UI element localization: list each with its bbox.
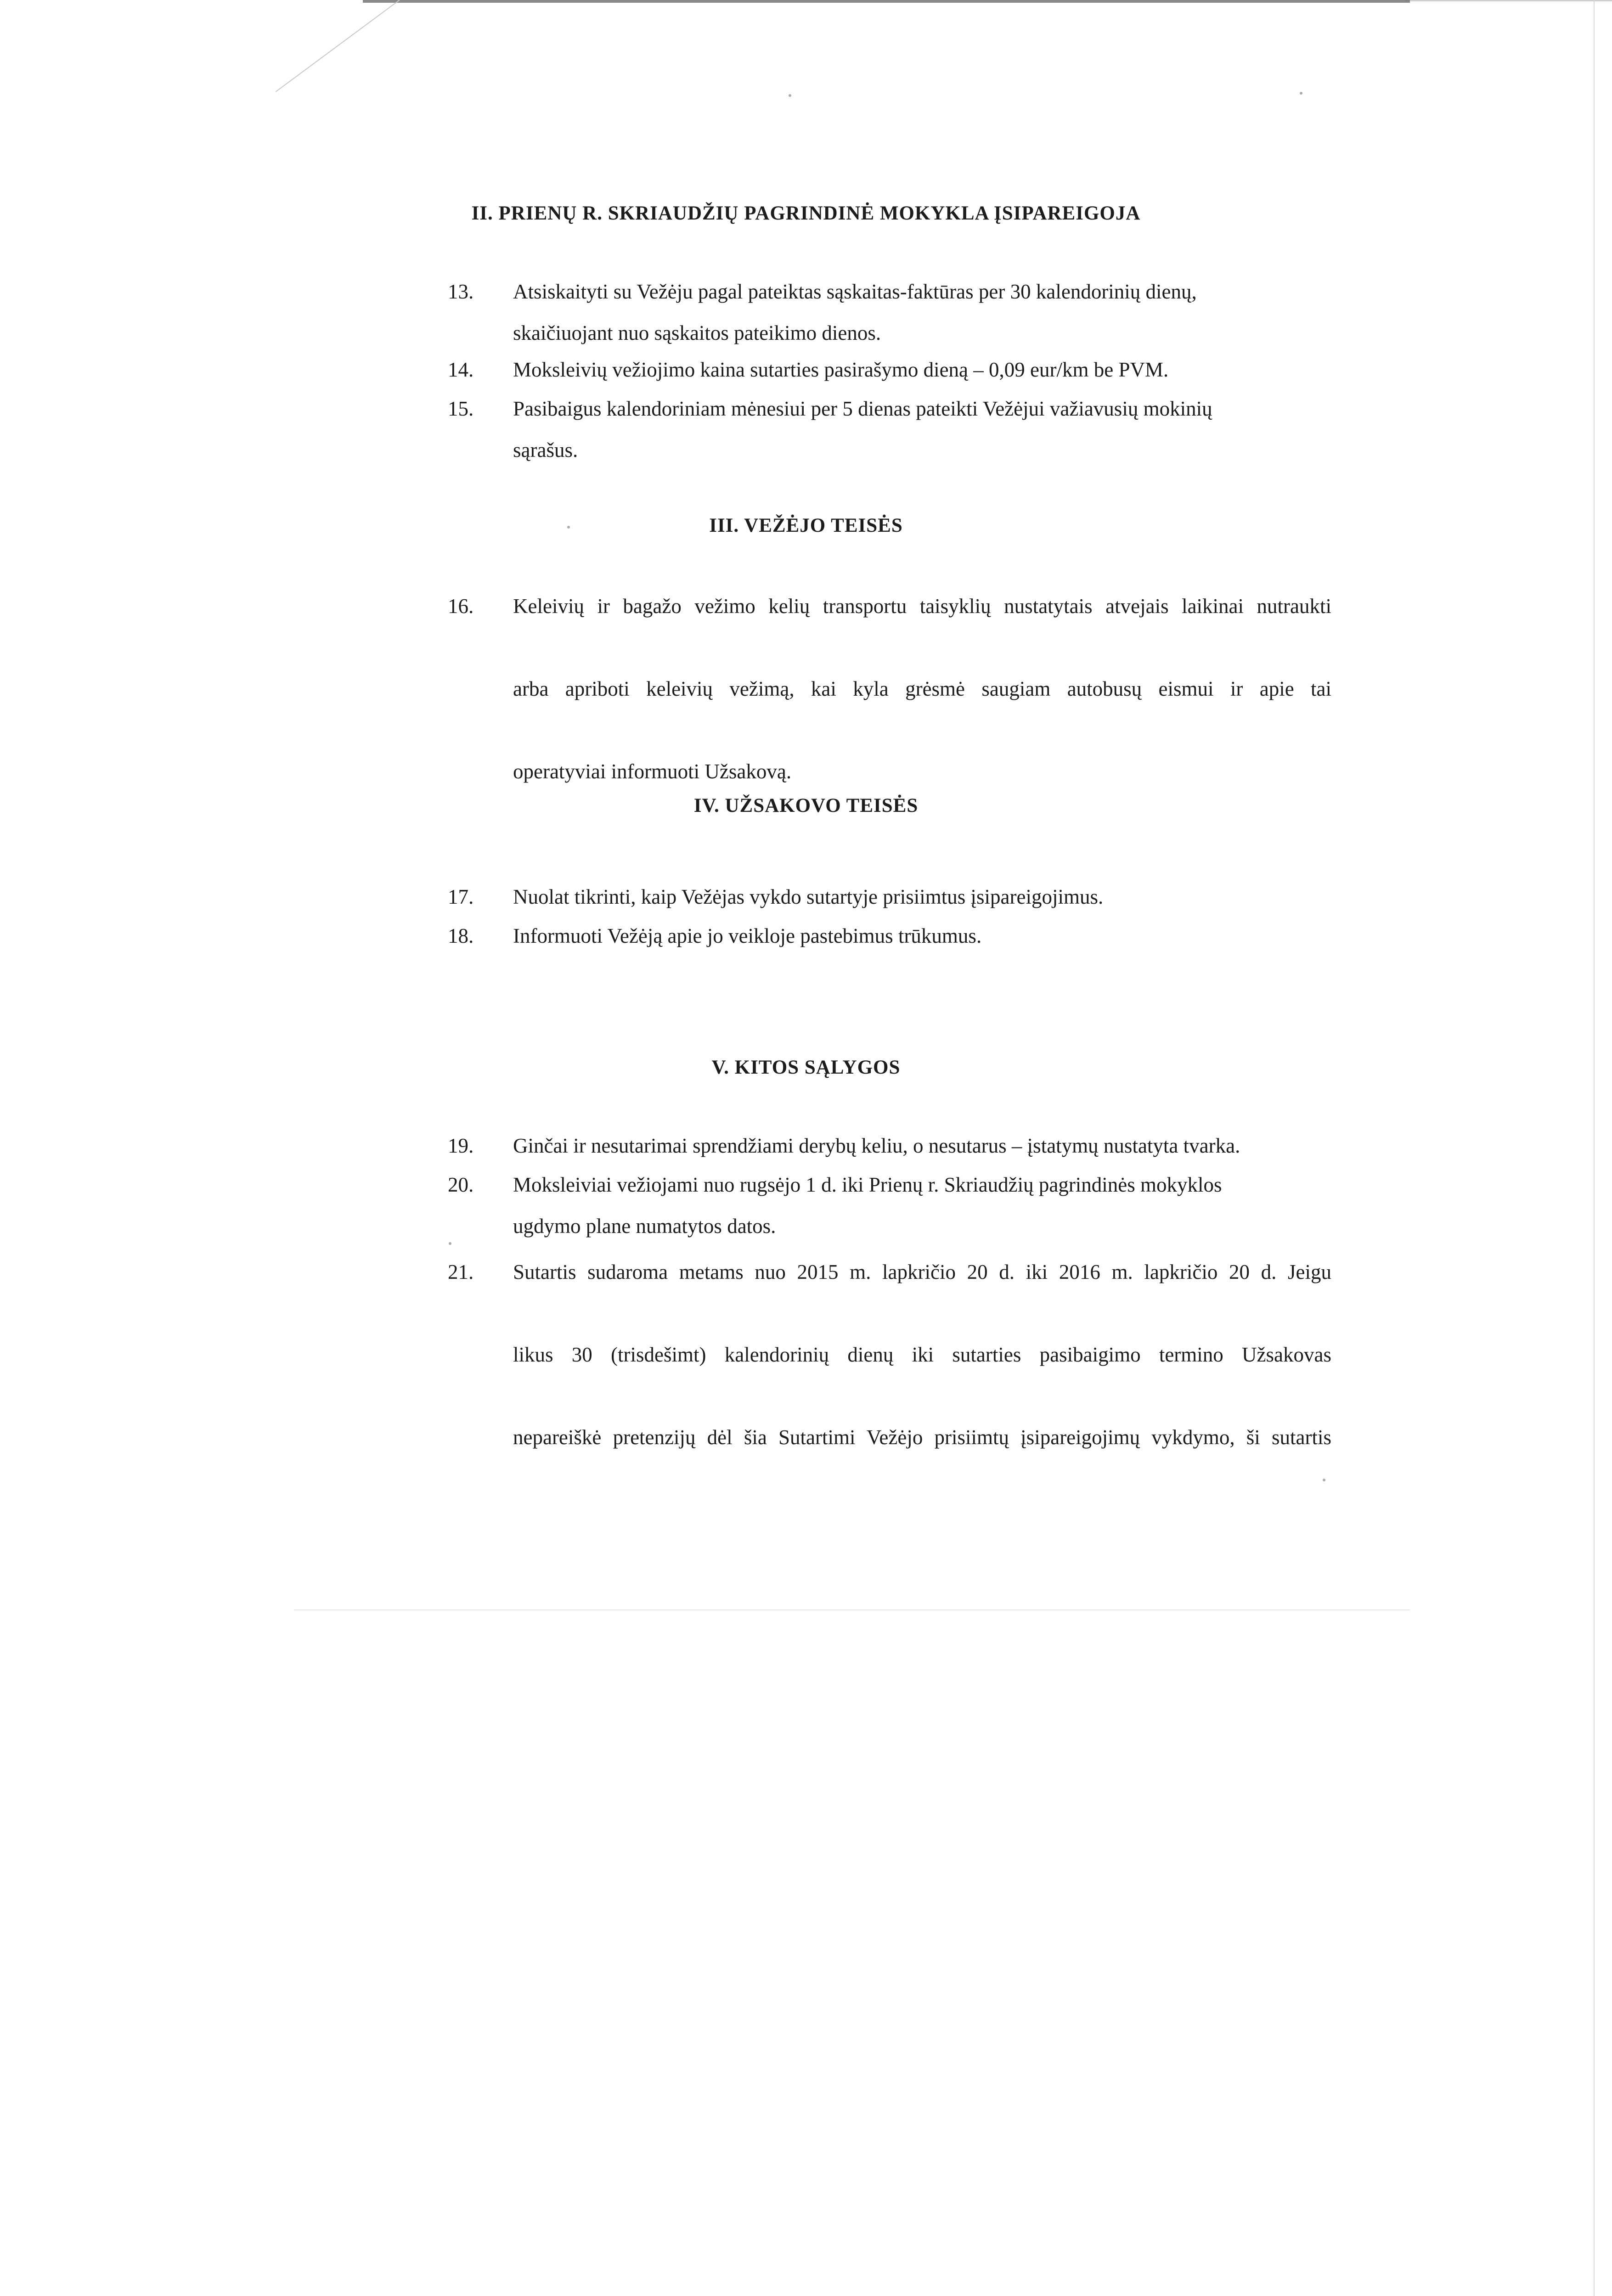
section-heading: V. KITOS SĄLYGOS (711, 1057, 901, 1078)
clause-text (513, 388, 1331, 471)
clause-number: 19. (448, 1134, 474, 1157)
clause-number: 14. (448, 358, 474, 381)
scan-corner-fold (0, 0, 413, 119)
clause-line: Informuoti Vežėją apie jo veikloje pastebimus trūkumus. (513, 924, 982, 947)
clause-line: Moksleivių vežiojimo kaina sutarties pasirašymo dieną – 0,09 eur/km be PVM. (513, 358, 1169, 381)
clause-line: ugdymo plane numatytos datos. (513, 1215, 776, 1238)
scan-speck (789, 94, 791, 97)
clause-number: 15. (448, 397, 474, 420)
clause-text (513, 876, 1331, 917)
clause-text (513, 349, 1331, 390)
clause-line: nepareiškė pretenzijų dėl šia Sutartimi Vežėjo prisiimtų įsipareigojimų vykdymo, ši sutartis (513, 1426, 1331, 1449)
clause-line: Keleivių ir bagažo vežimo kelių transportu taisyklių nustatytais atvejais laikinai nutraukti (513, 595, 1331, 618)
clause-line: arba apriboti keleivių vežimą, kai kyla grėsmė saugiam autobusų eismui ir apie tai (513, 677, 1331, 700)
clause-line: Moksleiviai vežiojami nuo rugsėjo 1 d. iki Prienų r. Skriaudžių pagrindinės mokyklos (513, 1173, 1222, 1196)
scan-right-edge (1594, 0, 1595, 2296)
clause-line: likus 30 (trisdešimt) kalendorinių dienų iki sutarties pasibaigimo termino Užsakovas (513, 1343, 1331, 1366)
clause-text (513, 1251, 1331, 1499)
clause-line: operatyviai informuoti Užsakovą. (513, 760, 792, 783)
scan-speck (449, 1242, 451, 1245)
section-heading: III. VEŽĖJO TEISĖS (709, 515, 903, 536)
clause-text (513, 1164, 1331, 1247)
clause-text (513, 1125, 1331, 1166)
clause-number: 20. (448, 1173, 474, 1196)
clause-number: 17. (448, 885, 474, 908)
scan-faint-line (294, 1609, 1410, 1610)
clause-text (513, 271, 1331, 354)
clause-line: skaičiuojant nuo sąskaitos pateikimo dienos. (513, 321, 881, 344)
clause-number: 13. (448, 280, 474, 303)
clause-number: 18. (448, 924, 474, 947)
section-heading: IV. UŽSAKOVO TEISĖS (693, 795, 919, 816)
clause-line: Nuolat tikrinti, kaip Vežėjas vykdo sutartyje prisiimtus įsipareigojimus. (513, 885, 1104, 908)
clause-line: Ginčai ir nesutarimai sprendžiami derybų keliu, o nesutarus – įstatymų nustatyta tvarka. (513, 1134, 1240, 1157)
section-heading: II. PRIENŲ R. SKRIAUDŽIŲ PAGRINDINĖ MOKYKLA ĮSIPAREIGOJA (471, 203, 1141, 224)
clause-line: Sutartis sudaroma metams nuo 2015 m. lapkričio 20 d. iki 2016 m. lapkričio 20 d. Jeigu (513, 1261, 1331, 1283)
clause-line: Atsiskaityti su Vežėju pagal pateiktas sąskaitas-faktūras per 30 kalendorinių dienų, (513, 280, 1197, 303)
clause-text (513, 915, 1331, 957)
clause-text (513, 585, 1331, 792)
scan-top-edge (363, 0, 1410, 3)
clause-line: sąrašus. (513, 439, 578, 461)
scan-top-edge (1405, 0, 1612, 1)
scan-speck (1300, 92, 1302, 95)
clause-number: 16. (448, 595, 474, 618)
clause-line: Pasibaigus kalendoriniam mėnesiui per 5 dienas pateikti Vežėjui važiavusių mokinių (513, 397, 1212, 420)
clause-number: 21. (448, 1261, 474, 1283)
